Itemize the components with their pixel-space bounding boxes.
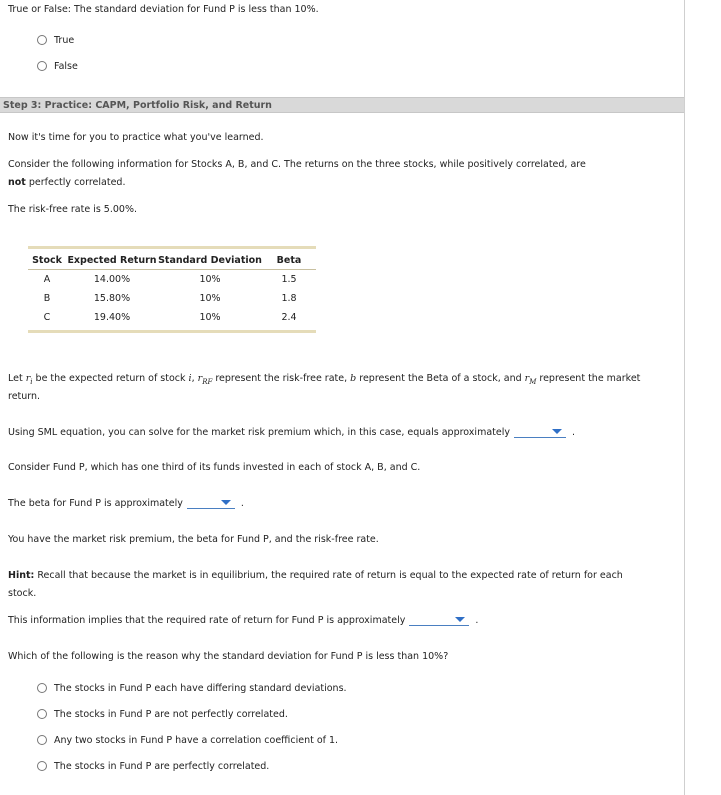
q2-option-label: The stocks in Fund P are not perfectly correlated.	[54, 708, 288, 720]
q2-option[interactable]	[37, 733, 338, 747]
required-return-question	[8, 612, 478, 630]
cell-expected-return: 14.00%	[93, 274, 131, 285]
symbol-r-rf: r	[197, 373, 203, 384]
table-row	[28, 270, 316, 290]
variable-definitions	[8, 370, 640, 391]
table-row	[28, 308, 316, 327]
cell-std-dev: 10%	[199, 274, 221, 285]
q2-option[interactable]	[37, 707, 288, 721]
def-let: Let	[8, 373, 26, 384]
chevron-down-icon[interactable]	[221, 500, 231, 505]
col-header-expected-return: Expected Return	[66, 249, 158, 270]
beta-question	[8, 495, 244, 513]
intro-text: Now it's time for you to practice what you've learned.	[8, 132, 264, 143]
symbol-b: b	[350, 373, 357, 384]
content-right-border	[684, 0, 685, 795]
col-header-stock: Stock	[28, 249, 66, 270]
q2-prompt: Which of the following is the reason why the standard deviation for Fund P is less than 10%?	[8, 651, 449, 662]
q2-option-label: The stocks in Fund P each have differing standard deviations.	[54, 682, 347, 694]
summary-text: You have the market risk premium, the beta for Fund P, and the risk-free rate.	[8, 534, 379, 545]
radio-button-icon[interactable]	[37, 683, 47, 693]
hint-text-cont: stock.	[8, 588, 37, 599]
hint-label: Hint:	[8, 570, 35, 581]
cell-expected-return: 15.80%	[93, 293, 131, 304]
cell-beta: 1.8	[281, 293, 297, 304]
stock-table	[28, 246, 316, 333]
radio-button-icon[interactable]	[37, 709, 47, 719]
def-text-4: represent the Beta of a stock, and	[356, 373, 525, 384]
hint-text	[8, 567, 623, 585]
stocks-description: Consider the following information for Stocks A, B, and C. The returns on the three stocks, while positively correlated, are	[8, 159, 586, 170]
stocks-description-rest: perfectly correlated.	[25, 177, 126, 188]
variable-definitions-cont: return.	[8, 391, 41, 402]
sml-question-end: .	[571, 427, 576, 438]
symbol-r-i: r	[25, 373, 31, 384]
beta-question-end: .	[240, 498, 244, 509]
fund-p-description: Consider Fund P, which has one third of its funds invested in each of stock A, B, and C.	[8, 462, 421, 473]
radio-button-icon[interactable]	[37, 761, 47, 771]
radio-button-icon[interactable]	[37, 61, 47, 71]
required-return-end: .	[475, 615, 479, 626]
emphasis-not: not	[8, 177, 26, 188]
step-title: Step 3: Practice: CAPM, Portfolio Risk, and Return	[3, 100, 272, 111]
def-text-2: ,	[191, 373, 198, 384]
def-text-1: be the expected return of stock	[32, 373, 189, 384]
q2-option-label: The stocks in Fund P are perfectly correlated.	[54, 760, 270, 772]
q1-prompt: True or False: The standard deviation for Fund P is less than 10%.	[8, 4, 319, 15]
market-risk-premium-dropdown[interactable]	[514, 427, 566, 438]
cell-stock: C	[43, 312, 51, 323]
symbol-r-i-subscript: i	[30, 377, 33, 386]
col-header-std-dev: Standard Deviation	[158, 249, 262, 270]
step-header	[0, 97, 684, 113]
beta-question-text: The beta for Fund P is approximately	[8, 498, 183, 509]
fund-beta-dropdown[interactable]	[187, 498, 235, 509]
q1-option-label: False	[54, 60, 78, 72]
symbol-r-m-subscript: M	[529, 377, 537, 386]
cell-expected-return: 19.40%	[93, 312, 131, 323]
hint-body: Recall that because the market is in equilibrium, the required rate of return is equal to the expected rate of return for each	[34, 570, 623, 581]
risk-free-rate: The risk-free rate is 5.00%.	[8, 204, 137, 215]
table-bottom-rule	[28, 330, 316, 333]
col-header-beta: Beta	[262, 249, 316, 270]
table-header-row	[28, 249, 316, 270]
cell-std-dev: 10%	[199, 312, 221, 323]
sml-question	[8, 424, 575, 442]
required-return-dropdown[interactable]	[409, 615, 469, 626]
table-row	[28, 289, 316, 308]
symbol-r-rf-subscript: RF	[202, 377, 213, 386]
cell-stock: A	[43, 274, 51, 285]
q2-option-label: Any two stocks in Fund P have a correlation coefficient of 1.	[54, 734, 339, 746]
q1-option-true[interactable]	[37, 33, 74, 47]
q1-option-false[interactable]	[37, 59, 78, 73]
cell-stock: B	[43, 293, 51, 304]
chevron-down-icon[interactable]	[552, 429, 562, 434]
cell-beta: 1.5	[281, 274, 297, 285]
symbol-r-m: r	[524, 373, 530, 384]
sml-question-text: Using SML equation, you can solve for the market risk premium which, in this case, equals approximately	[8, 427, 510, 438]
def-text-5: represent the market	[536, 373, 641, 384]
cell-beta: 2.4	[281, 312, 297, 323]
radio-button-icon[interactable]	[37, 35, 47, 45]
required-return-text: This information implies that the required rate of return for Fund P is approximately	[8, 615, 406, 626]
stocks-description-cont	[8, 174, 125, 192]
def-text-3: represent the risk-free rate,	[212, 373, 351, 384]
radio-button-icon[interactable]	[37, 735, 47, 745]
symbol-i: i	[188, 373, 192, 384]
cell-std-dev: 10%	[199, 293, 221, 304]
q2-option[interactable]	[37, 681, 347, 695]
q1-option-label: True	[54, 34, 75, 46]
chevron-down-icon[interactable]	[455, 617, 465, 622]
q2-option[interactable]	[37, 759, 269, 773]
